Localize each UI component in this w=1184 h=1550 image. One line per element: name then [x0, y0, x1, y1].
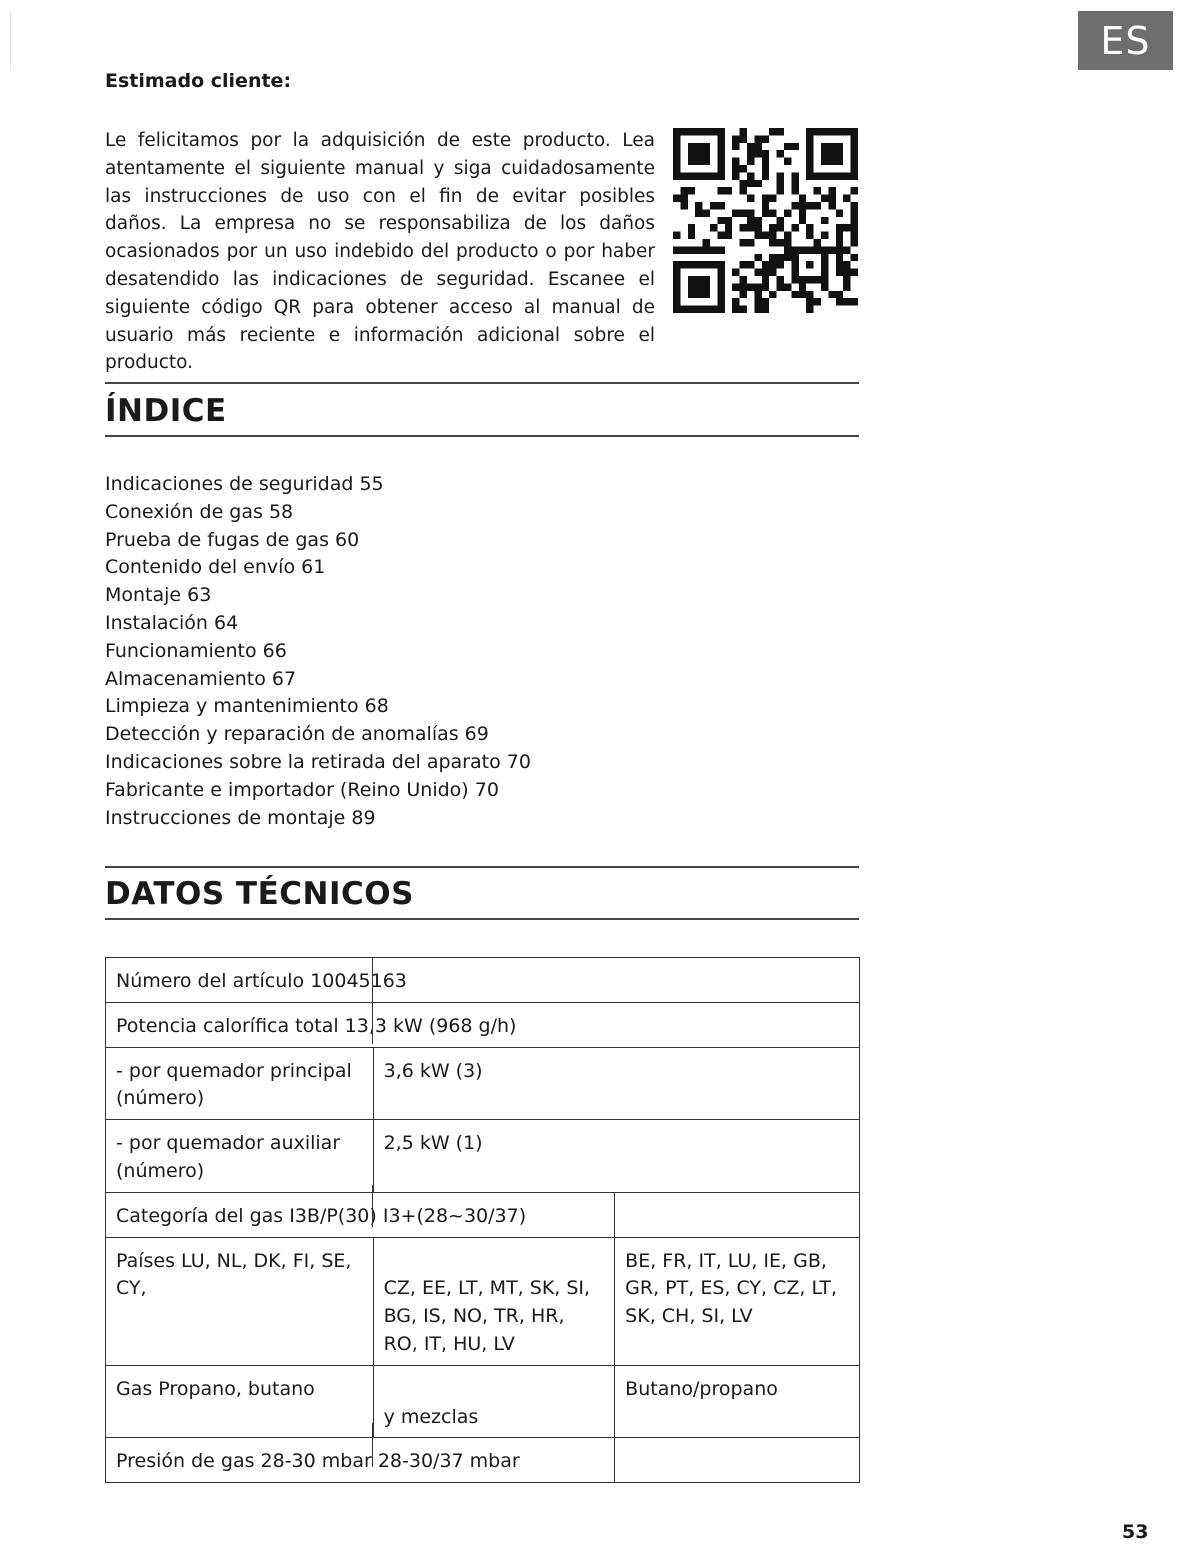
divider-rule [105, 435, 859, 437]
gas-value-2-text: y mezclas [383, 1405, 479, 1428]
table-row [106, 1120, 860, 1193]
column-divider [372, 957, 373, 1044]
divider-rule [105, 866, 859, 868]
toc-item[interactable]: Prueba de fugas de gas 60 [105, 528, 360, 551]
tech-data-title: DATOS TÉCNICOS [105, 876, 414, 912]
table-row [106, 1002, 860, 1047]
empty-cell [615, 1438, 860, 1483]
toc-item[interactable]: Funcionamiento 66 [105, 639, 287, 662]
language-badge: ES [1078, 11, 1173, 70]
table-of-contents [105, 471, 531, 832]
qr-code[interactable] [673, 128, 858, 313]
countries-group-2-text: CZ, EE, LT, MT, SK, SI, BG, IS, NO, TR, HR, RO, IT, HU, LV [383, 1277, 591, 1355]
gas-value-2 [373, 1365, 615, 1438]
countries-group-3: BE, FR, IT, LU, IE, GB, GR, PT, ES, CY, CZ, LT, SK, CH, SI, LV [615, 1237, 860, 1365]
countries-group-2 [373, 1237, 615, 1365]
gas-value-3: Butano/propano [615, 1365, 860, 1438]
toc-item[interactable]: Almacenamiento 67 [105, 667, 297, 690]
divider-rule [105, 918, 859, 920]
table-row [106, 1237, 860, 1365]
table-row [106, 1192, 860, 1237]
gas-category-cell: Categoría del gas I3B/P(30) I3+(28~30/37) [106, 1192, 615, 1237]
column-divider [372, 1185, 373, 1227]
divider-rule [105, 382, 859, 384]
table-row [106, 1047, 860, 1120]
toc-item[interactable]: Montaje 63 [105, 584, 212, 607]
gas-pressure-cell: Presión de gas 28-30 mbar 28-30/37 mbar [106, 1438, 615, 1483]
article-number-cell: Número del artículo 10045163 [106, 958, 860, 1003]
total-power-cell: Potencia calorífica total 13,3 kW (968 g/h) [106, 1002, 860, 1047]
table-row [106, 958, 860, 1003]
greeting-heading: Estimado cliente: [105, 70, 292, 92]
column-divider [372, 1423, 373, 1467]
toc-item[interactable]: Indicaciones de seguridad 55 [105, 473, 384, 495]
margin-line [10, 12, 11, 70]
toc-item[interactable]: Detección y reparación de anomalías 69 [105, 723, 489, 746]
main-burner-label: - por quemador principal (número) [106, 1047, 374, 1120]
toc-item[interactable]: Conexión de gas 58 [105, 500, 294, 523]
table-row [106, 1365, 860, 1438]
aux-burner-label: - por quemador auxiliar (número) [106, 1120, 374, 1193]
intro-paragraph: Le felicitamos por la adquisición de este producto. Lea atentamente el siguiente manual y siga cuidadosamente las instrucciones de uso con el fin de evitar posibles daños. La empresa no se responsabiliza de los daños ocasionados por un uso indebido del producto o por haber desatendido las indicaciones de seguridad. Escanee el siguiente código QR para obtener acceso al manual de usuario más reciente e información adicional sobre el producto. [105, 130, 655, 374]
toc-item[interactable]: Limpieza y mantenimiento 68 [105, 695, 389, 718]
toc-item[interactable]: Fabricante e importador (Reino Unido) 70 [105, 778, 499, 801]
index-title: ÍNDICE [105, 393, 227, 429]
aux-burner-value: 2,5 kW (1) [373, 1120, 859, 1193]
page-number: 53 [1122, 1521, 1149, 1543]
main-burner-value: 3,6 kW (3) [373, 1047, 859, 1120]
table-row [106, 1438, 860, 1483]
countries-label: Países LU, NL, DK, FI, SE, CY, [106, 1237, 374, 1365]
tech-data-table [105, 957, 860, 1483]
toc-item[interactable]: Instalación 64 [105, 611, 239, 634]
empty-cell [615, 1192, 860, 1237]
toc-item[interactable]: Indicaciones sobre la retirada del aparato 70 [105, 750, 531, 773]
toc-item[interactable]: Instrucciones de montaje 89 [105, 806, 376, 829]
gas-label: Gas Propano, butano [106, 1365, 374, 1438]
toc-item[interactable]: Contenido del envío 61 [105, 556, 326, 579]
